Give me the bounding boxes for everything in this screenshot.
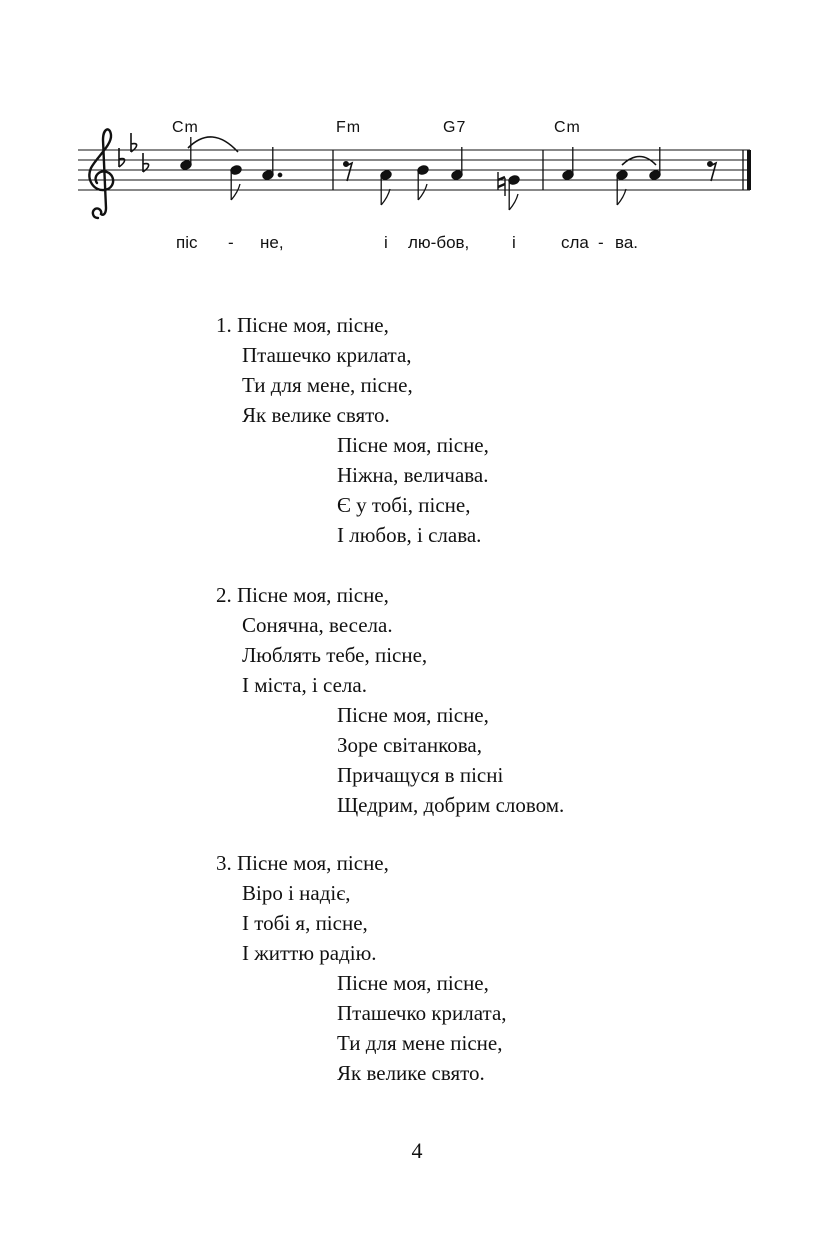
- verse-1: [216, 310, 489, 550]
- refrain-line: Пісне моя, пісне,: [337, 433, 489, 457]
- verse-line: Віро і надіє,: [242, 881, 351, 905]
- lyric-syllable: ва.: [615, 233, 639, 252]
- key-signature-flats: [119, 133, 149, 172]
- slur: [622, 157, 656, 166]
- lyric-syllable: піс: [176, 233, 198, 252]
- verse-line-text: Пісне моя, пісне,: [237, 851, 389, 875]
- refrain-line: Пісне моя, пісне,: [337, 703, 489, 727]
- lyric-syllable: не,: [260, 233, 284, 252]
- verse-line: І життю радію.: [242, 941, 377, 965]
- lyric-syllable: і: [384, 233, 388, 252]
- note-group: [508, 175, 520, 210]
- refrain-line: Пісне моя, пісне,: [337, 971, 489, 995]
- verse-line: І міста, і села.: [242, 673, 367, 697]
- lyric-syllable: сла: [561, 233, 589, 252]
- refrain-line: Ніжна, величава.: [337, 463, 489, 487]
- lyric-syllable: -: [228, 233, 234, 252]
- lyric-syllable: лю-бов,: [408, 233, 470, 252]
- verse-2: [216, 580, 564, 820]
- note-group: [380, 147, 463, 205]
- natural-sign: [498, 172, 505, 196]
- music-staff: [0, 0, 834, 270]
- staff-lines: [78, 150, 750, 190]
- refrain-line: Зоре світанкова,: [337, 733, 483, 757]
- verse-line: [216, 848, 507, 878]
- treble-clef-icon: [89, 129, 113, 218]
- verse-line-text: Пісне моя, пісне,: [237, 313, 389, 337]
- chord-symbol: Cm: [554, 119, 581, 136]
- verse-number: 1.: [216, 313, 232, 337]
- verse-line: [216, 580, 564, 610]
- verse-line: Сонячна, весела.: [242, 613, 393, 637]
- refrain-line: І любов, і слава.: [337, 523, 482, 547]
- verse-line: Люблять тебе, пісне,: [242, 643, 428, 667]
- refrain-line: Є у тобі, пісне,: [337, 493, 471, 517]
- lyric-syllable: -: [598, 233, 604, 252]
- chord-symbol: G7: [443, 119, 467, 136]
- verse-line-text: Пісне моя, пісне,: [237, 583, 389, 607]
- refrain-line: Причащуся в пісні: [337, 763, 504, 787]
- note-group: [562, 147, 661, 205]
- verse-line: І тобі я, пісне,: [242, 911, 368, 935]
- refrain-line: Пташечко крилата,: [337, 1001, 507, 1025]
- verse-line: Як велике свято.: [242, 403, 390, 427]
- verse-number: 3.: [216, 851, 232, 875]
- refrain-line: Щедрим, добрим словом.: [337, 793, 565, 817]
- verse-line: Пташечко крилата,: [242, 343, 412, 367]
- page-number: 4: [411, 1138, 423, 1163]
- eighth-rest-icon: [344, 162, 352, 181]
- verse-line: [216, 310, 489, 340]
- verse-line: Ти для мене, пісне,: [242, 373, 413, 397]
- chord-symbol: Cm: [172, 119, 199, 136]
- lyric-syllable: і: [512, 233, 516, 252]
- chord-symbol: Fm: [336, 119, 362, 136]
- eighth-rest-icon: [708, 162, 716, 181]
- refrain-line: Ти для мене пісне,: [337, 1031, 503, 1055]
- verse-3: [216, 848, 507, 1088]
- refrain-line: Як велике свято.: [337, 1061, 485, 1085]
- verse-number: 2.: [216, 583, 232, 607]
